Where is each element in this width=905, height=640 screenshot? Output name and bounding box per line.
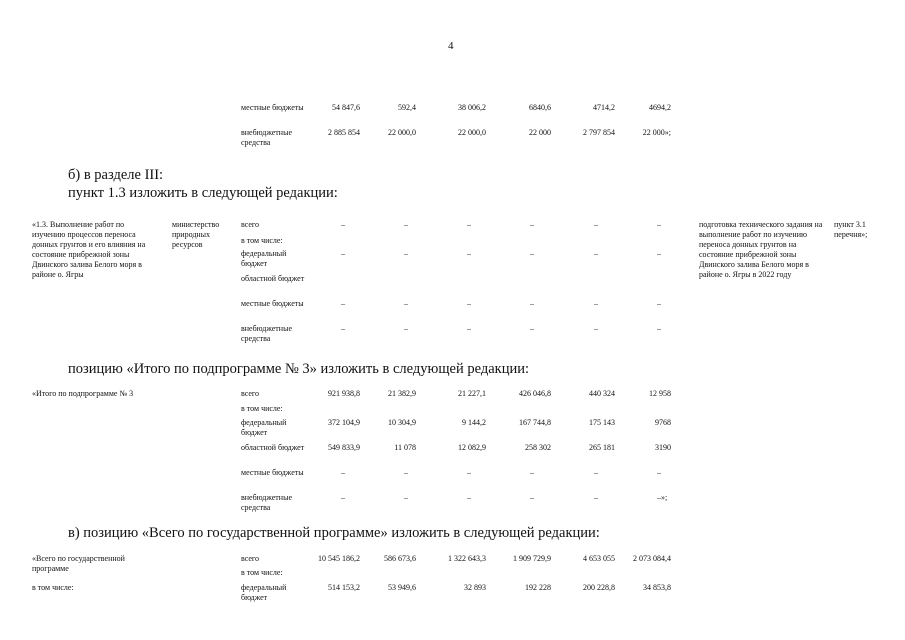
cell-value: 921 938,8	[328, 389, 360, 398]
cell-value: 21 382,9	[388, 389, 416, 398]
cell-value: 22 000,0	[458, 128, 486, 137]
cell-value: 3190	[655, 443, 671, 452]
cell-value: 2 885 854	[328, 128, 360, 137]
cell-value: 167 744,8	[519, 418, 551, 427]
cell-value: 21 227,1	[458, 389, 486, 398]
cell-value: 2 797 854	[583, 128, 615, 137]
cell-value: –	[341, 324, 345, 333]
cell-value: –	[404, 249, 408, 258]
cell-value: –	[657, 299, 661, 308]
heading-itogo: позицию «Итого по подпрограмме № 3» изложить в следующей редакции:	[68, 361, 530, 377]
cell-value: 265 181	[589, 443, 615, 452]
cell-value: –	[657, 220, 661, 229]
itogo-name: «Итого по подпрограмме № 3	[32, 389, 134, 398]
page-number: 4	[448, 40, 454, 52]
row-label: внебюджетные средства	[241, 324, 292, 343]
cell-value: –	[657, 324, 661, 333]
row-label: местные бюджеты	[241, 103, 304, 112]
cell-value: 514 153,2	[328, 583, 360, 592]
cell-value: 175 143	[589, 418, 615, 427]
cell-value: –	[530, 468, 534, 477]
cell-value: 426 046,8	[519, 389, 551, 398]
item13-name: «1.3. Выполнение работ по изучению процессов переноса донных грунтов и его влияния на состояние прибрежной зоны Двинского залива Белого моря в районе о. Ягры	[32, 220, 146, 279]
cell-value: 22 000,0	[388, 128, 416, 137]
row-label: всего	[241, 220, 260, 229]
cell-value: –	[404, 220, 408, 229]
row-label: федеральный бюджет	[241, 249, 287, 268]
cell-value: 200 228,8	[583, 583, 615, 592]
cell-value: –	[341, 468, 345, 477]
row-label: в том числе:	[241, 236, 283, 245]
row-label: в том числе:	[241, 404, 283, 413]
cell-value: 2 073 084,4	[633, 554, 671, 563]
cell-value: –	[530, 220, 534, 229]
cell-value: –	[594, 493, 598, 502]
cell-value: 12 958	[649, 389, 671, 398]
heading-v: в) позицию «Всего по государственной программе» изложить в следующей редакции:	[68, 525, 600, 541]
cell-value: 549 833,9	[328, 443, 360, 452]
cell-value: –	[594, 249, 598, 258]
vsego-name: «Всего по государственной программе	[32, 554, 125, 573]
cell-value: 32 893	[464, 583, 486, 592]
cell-value: 440 324	[589, 389, 615, 398]
item13-ref: пункт 3.1 перечня»;	[834, 220, 868, 239]
cell-value: 4714,2	[593, 103, 615, 112]
cell-value: 586 673,6	[384, 554, 416, 563]
cell-value: –	[530, 493, 534, 502]
cell-value: 54 847,6	[332, 103, 360, 112]
cell-value: 53 949,6	[388, 583, 416, 592]
cell-value: –	[467, 299, 471, 308]
cell-value: –	[404, 324, 408, 333]
cell-value: –	[467, 249, 471, 258]
cell-value: 4 653 055	[583, 554, 615, 563]
cell-value: –	[657, 249, 661, 258]
cell-value: 12 082,9	[458, 443, 486, 452]
cell-value: –»;	[657, 493, 668, 502]
cell-value: 11 078	[394, 443, 416, 452]
heading-b2: пункт 1.3 изложить в следующей редакции:	[68, 185, 338, 201]
cell-value: –	[594, 299, 598, 308]
cell-value: 192 228	[525, 583, 551, 592]
row-label: областной бюджет	[241, 443, 305, 452]
row-label: местные бюджеты	[241, 468, 304, 477]
row-label: федеральный бюджет	[241, 418, 287, 437]
cell-value: –	[404, 468, 408, 477]
cell-value: –	[467, 468, 471, 477]
cell-value: –	[341, 249, 345, 258]
vsego-subname: в том числе:	[32, 583, 74, 592]
item13-executor: министерство природных ресурсов	[172, 220, 220, 249]
cell-value: 258 302	[525, 443, 551, 452]
cell-value: 592,4	[398, 103, 416, 112]
cell-value: 1 909 729,9	[513, 554, 551, 563]
cell-value: 10 304,9	[388, 418, 416, 427]
row-label: местные бюджеты	[241, 299, 304, 308]
cell-value: 9 144,2	[462, 418, 486, 427]
item13-result: подготовка технического задания на выполнение работ по изучению переноса донных грунтов на состояние прибрежной зоны Двинского залива Белого моря в районе о. Ягры в 2022 году	[699, 220, 823, 279]
cell-value: –	[467, 493, 471, 502]
cell-value: –	[594, 220, 598, 229]
cell-value: –	[341, 493, 345, 502]
row-label: всего	[241, 389, 260, 398]
cell-value: 22 000»;	[642, 128, 671, 137]
cell-value: 38 006,2	[458, 103, 486, 112]
cell-value: –	[467, 324, 471, 333]
cell-value: –	[404, 299, 408, 308]
row-label: федеральный бюджет	[241, 583, 287, 602]
row-label: всего	[241, 554, 260, 563]
row-label: областной бюджет	[241, 274, 305, 283]
heading-b: б) в разделе III:	[68, 167, 164, 183]
cell-value: –	[341, 299, 345, 308]
cell-value: 34 853,8	[643, 583, 671, 592]
cell-value: 4694,2	[649, 103, 671, 112]
row-label: внебюджетные средства	[241, 493, 292, 512]
cell-value: 10 545 186,2	[318, 554, 360, 563]
cell-value: 22 000	[529, 128, 551, 137]
cell-value: 9768	[655, 418, 671, 427]
cell-value: –	[530, 249, 534, 258]
cell-value: –	[594, 324, 598, 333]
cell-value: 372 104,9	[328, 418, 360, 427]
cell-value: 1 322 643,3	[448, 554, 486, 563]
cell-value: –	[594, 468, 598, 477]
cell-value: 6840,6	[529, 103, 551, 112]
row-label: внебюджетные средства	[241, 128, 292, 147]
cell-value: –	[530, 324, 534, 333]
cell-value: –	[657, 468, 661, 477]
cell-value: –	[341, 220, 345, 229]
cell-value: –	[404, 493, 408, 502]
row-label: в том числе:	[241, 568, 283, 577]
cell-value: –	[530, 299, 534, 308]
cell-value: –	[467, 220, 471, 229]
